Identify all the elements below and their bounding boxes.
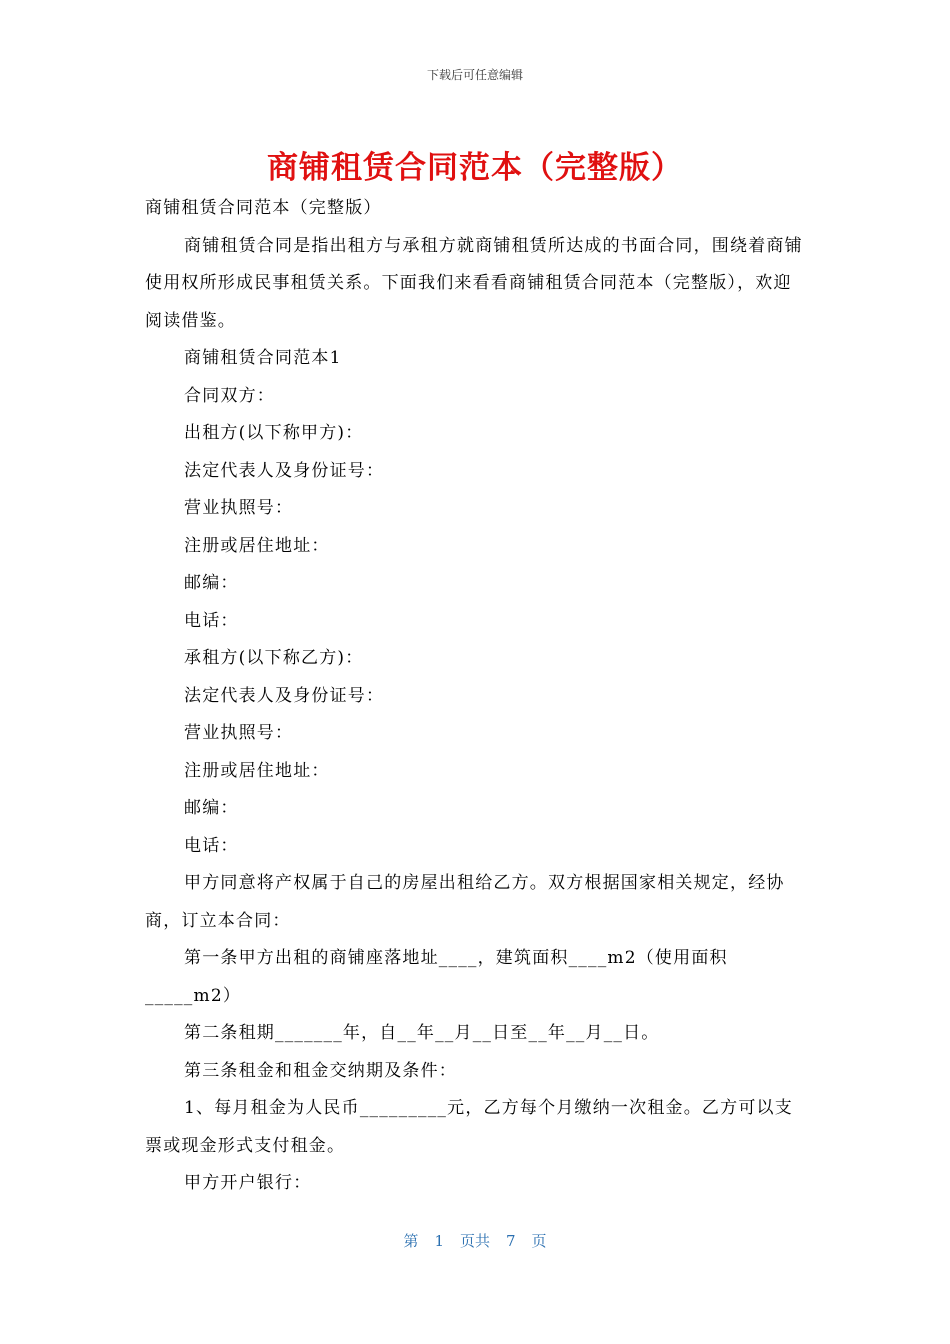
paragraph: 商铺租赁合同范本（完整版） (145, 198, 382, 218)
document-title: 商铺租赁合同范本（完整版） (267, 150, 683, 186)
paragraph: 电话： (184, 835, 239, 856)
paragraph: 第三条租金和租金交纳期及条件： (184, 1060, 457, 1081)
header-note: 下载后可任意编辑 (426, 68, 523, 82)
paragraph: 邮编： (184, 573, 239, 593)
paragraph: 第一条甲方出租的商铺座落地址____，建筑面积____m2（使用面积_____m2） (145, 948, 728, 1006)
paragraph: 甲方同意将产权属于自己的房屋出租给乙方。双方根据国家相关规定，经协商，订立本合同： (145, 873, 785, 931)
footer-middle: 页共 (459, 1232, 490, 1250)
paragraph: 1、每月租金为人民币_________元，乙方每个月缴纳一次租金。乙方可以支票或现金形式支付租金。 (145, 1098, 793, 1156)
footer-suffix: 页 (531, 1232, 547, 1250)
footer-prefix: 第 (403, 1232, 419, 1250)
paragraph: 法定代表人及身份证号： (184, 460, 385, 481)
paragraph: 营业执照号： (184, 498, 294, 518)
paragraph: 电话： (184, 610, 239, 631)
footer-total-pages: 7 (506, 1232, 516, 1250)
paragraph: 法定代表人及身份证号： (184, 685, 385, 706)
paragraph: 营业执照号： (184, 723, 294, 743)
document-body (145, 190, 805, 1203)
paragraph: 承租方(以下称乙方)： (184, 648, 364, 668)
footer-page-number: 1 (434, 1232, 444, 1250)
paragraph: 出租方(以下称甲方)： (184, 423, 364, 443)
page-footer (0, 1230, 950, 1251)
paragraph: 注册或居住地址： (184, 760, 330, 781)
paragraph: 商铺租赁合同是指出租方与承租方就商铺租赁所达成的书面合同，围绕着商铺使用权所形成民事租赁关系。下面我们来看看商铺租赁合同范本（完整版），欢迎阅读借鉴。 (145, 235, 803, 331)
paragraph: 甲方开户银行： (184, 1173, 312, 1193)
paragraph: 合同双方： (184, 385, 275, 406)
paragraph: 邮编： (184, 798, 239, 818)
paragraph: 注册或居住地址： (184, 535, 330, 556)
paragraph: 第二条租期_______年，自__年__月__日至__年__月__日。 (184, 1023, 660, 1043)
paragraph: 商铺租赁合同范本1 (184, 348, 342, 368)
